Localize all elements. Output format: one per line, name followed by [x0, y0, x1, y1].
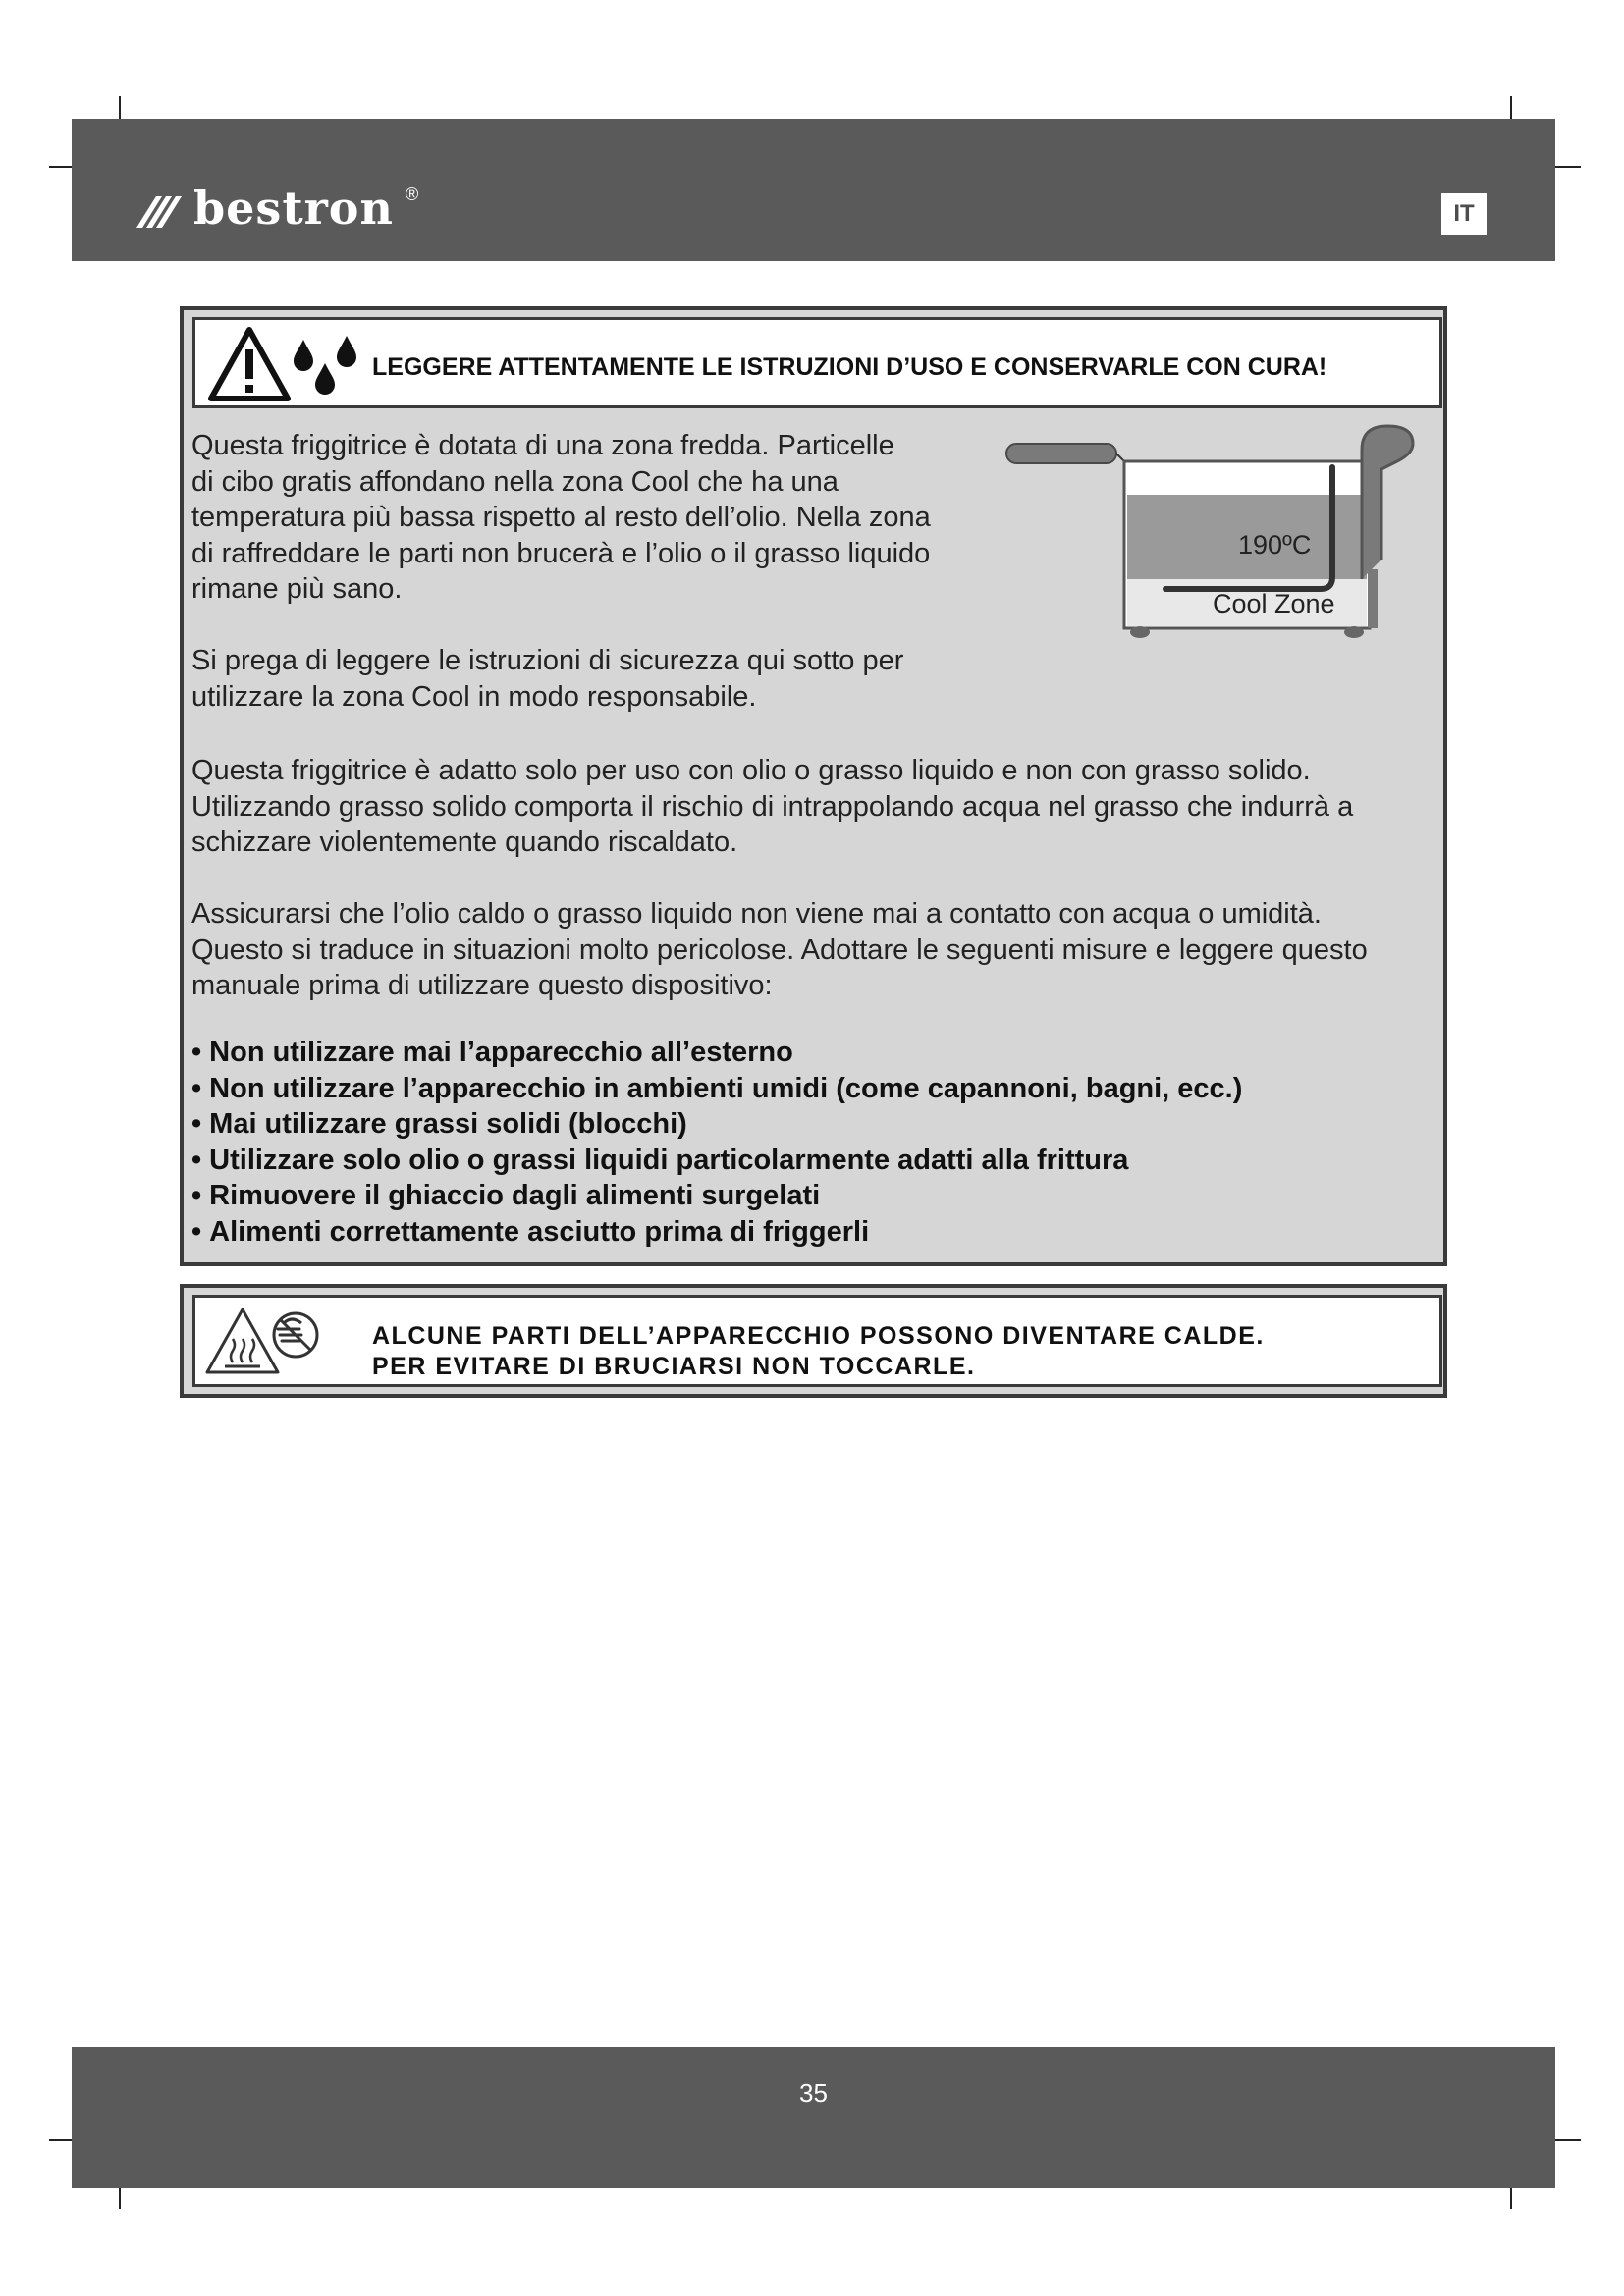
brand-name: bestron [193, 182, 394, 235]
hot-surface-warning-box [180, 1284, 1447, 1398]
hot-surface-icon [203, 1304, 331, 1378]
text-line: Utilizzando grasso solido comporta il rischio di intrappolando acqua nel grasso che indurrà a [191, 790, 1354, 823]
language-badge: IT [1441, 193, 1487, 235]
temperature-label: 190ºC [1238, 530, 1312, 560]
brand-logo [136, 182, 418, 235]
list-item: • Alimenti correttamente asciutto prima di friggerli [191, 1214, 1242, 1251]
cool-zone-label: Cool Zone [1213, 589, 1335, 618]
oil-drops-icon [292, 330, 360, 399]
text-line: Questa friggitrice è dotata di una zona fredda. Particelle [191, 430, 894, 461]
text-line: schizzare violentemente quando riscaldato. [191, 827, 738, 858]
page-header [72, 119, 1555, 261]
text-line: Questa friggitrice è adatto solo per uso con olio o grasso liquido e non con grasso solido. [191, 755, 1311, 786]
warning-title: LEGGERE ATTENTAMENTE LE ISTRUZIONI D’USO E CONSERVARLE CON CURA! [372, 353, 1327, 381]
text-line: Assicurarsi che l’olio caldo o grasso liquido non viene mai a contatto con acqua o umidità. [191, 898, 1322, 930]
cool-zone-diagram [997, 422, 1429, 672]
safety-warning-box [180, 306, 1447, 1266]
fryer-diagram-graphic [997, 422, 1429, 667]
text-line: temperatura più bassa rispetto al resto dell’olio. Nella zona [191, 502, 931, 533]
text-line: manuale prima di utilizzare questo dispositivo: [191, 970, 773, 1001]
hot-surface-warning-inner [192, 1295, 1442, 1387]
text-line: rimane più sano. [191, 573, 403, 605]
warning-triangle-icon [207, 326, 292, 402]
registered-mark: ® [405, 184, 419, 204]
intro-paragraph [191, 428, 967, 608]
list-item: • Rimuovere il ghiaccio dagli alimenti surgelati [191, 1178, 1242, 1214]
text-line: Si prega di leggere le istruzioni di sicurezza qui sotto per [191, 645, 904, 676]
list-item: • Non utilizzare mai l’apparecchio all’esterno [191, 1035, 1242, 1071]
page-number: 35 [799, 2078, 828, 2108]
safety-bullet-list [191, 1035, 1242, 1250]
hot-warning-line-1: ALCUNE PARTI DELL’APPARECCHIO POSSONO DIVENTARE CALDE. [372, 1322, 1265, 1350]
warning-title-bar [192, 317, 1442, 408]
hot-warning-line-2: PER EVITARE DI BRUCIARSI NON TOCCARLE. [372, 1353, 976, 1380]
page-footer [72, 2047, 1555, 2188]
safety-paragraph [191, 643, 967, 715]
text-line: di cibo gratis affondano nella zona Cool che ha una [191, 465, 839, 498]
text-line: Questo si traduce in situazioni molto pericolose. Adottare le seguenti misure e leggere questo [191, 934, 1368, 966]
brand-chevrons-icon [136, 188, 184, 228]
text-line: utilizzare la zona Cool in modo responsabile. [191, 680, 757, 713]
water-contact-paragraph [191, 896, 1368, 1004]
oil-usage-paragraph [191, 753, 1353, 861]
text-line: di raffreddare le parti non brucerà e l’olio o il grasso liquido [191, 537, 931, 569]
list-item: • Non utilizzare l’apparecchio in ambienti umidi (come capannoni, bagni, ecc.) [191, 1071, 1242, 1107]
list-item: • Mai utilizzare grassi solidi (blocchi) [191, 1106, 1242, 1143]
list-item: • Utilizzare solo olio o grassi liquidi particolarmente adatti alla frittura [191, 1143, 1242, 1179]
